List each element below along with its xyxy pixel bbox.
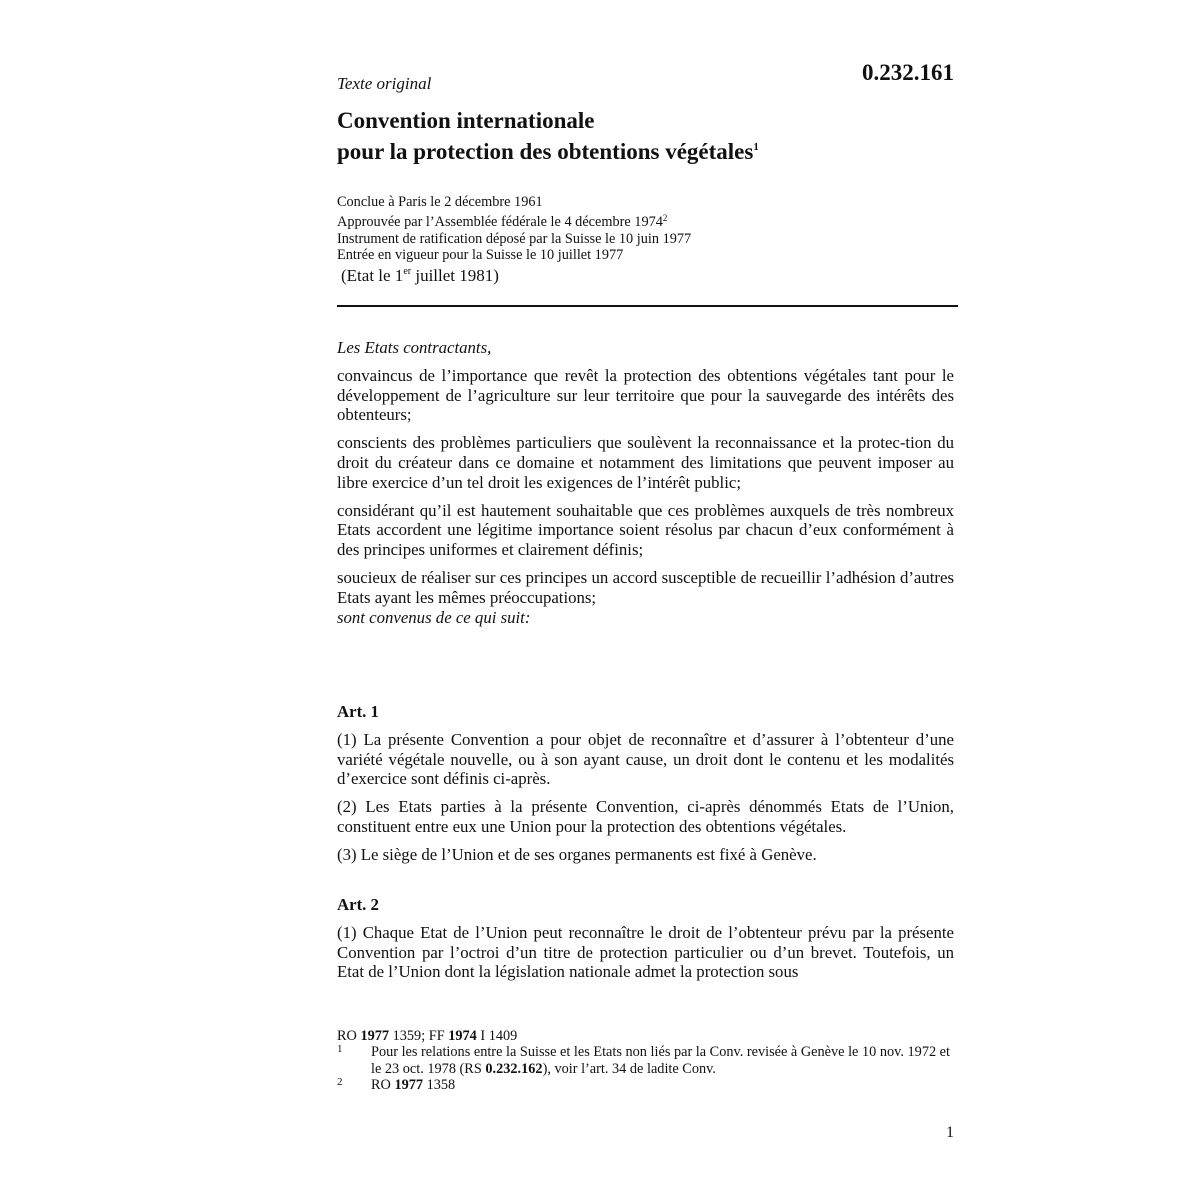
status-date-after: juillet 1981)	[411, 266, 499, 285]
footnote-2	[337, 1077, 958, 1093]
article-1-paragraph-2: (2) Les Etats parties à la présente Convention, ci-après dénommés Etats de l’Union, constituent entre eux une Union pour la protection des obtentions végétales.	[337, 797, 954, 836]
ff-year: 1974	[448, 1028, 477, 1044]
ff-rest: I 1409	[476, 1028, 518, 1044]
document-page	[337, 0, 958, 1200]
sr-number: 0.232.161	[862, 60, 954, 85]
footnote-2-text-after: 1358	[423, 1076, 456, 1093]
original-text-label: Texte original	[337, 74, 432, 93]
footnote-2-number: 2	[337, 1075, 343, 1088]
footnotes	[337, 1028, 958, 1093]
article-2-paragraph-1: (1) Chaque Etat de l’Union peut reconnaître le droit de l’obtenteur prévu par la présente Convention par l’octroi d’un titre de protection particulier ou d’un brevet. Toutefois, un Etat de l’Union dont la législation nationale admet la protection sous	[337, 923, 954, 982]
meta-concluded: Conclue à Paris le 2 décembre 1961	[337, 194, 543, 210]
meta-ratification: Instrument de ratification déposé par la Suisse le 10 juin 1977	[337, 230, 692, 247]
publication-reference	[337, 1028, 958, 1044]
footnote-1-text-after: ), voir l’art. 34 de ladite Conv.	[542, 1060, 716, 1077]
preamble-intro: Les Etats contractants,	[337, 338, 492, 357]
footnote-1	[337, 1044, 958, 1077]
footnote-2-text-before: RO	[371, 1076, 395, 1093]
footnote-1-rs-link[interactable]: 0.232.162	[485, 1060, 543, 1077]
meta-approved-footnote-ref[interactable]: 2	[662, 213, 668, 224]
footnote-1-text-before: Pour les relations entre la Suisse et les Etats non liés par la Conv. revisée à Genève le 10 nov. 1972 et le 23 oct. 1978 (RS	[371, 1044, 951, 1077]
article-2-heading: Art. 2	[337, 895, 379, 914]
ro-prefix: RO	[337, 1028, 361, 1044]
preamble-paragraph: conscients des problèmes particuliers que soulèvent la reconnaissance et la protec-tion du droit du créateur dans ce domaine et notamment des limitations que peuvent imposer au libre exercice d’un tel droit les exigences de l’intérêt public;	[337, 433, 954, 492]
meta-approved	[337, 210, 691, 230]
article-1-heading: Art. 1	[337, 702, 379, 721]
title-footnote-ref[interactable]: 1	[753, 141, 759, 153]
title-line-1: Convention internationale	[337, 108, 595, 133]
meta-entry: Entrée en vigueur pour la Suisse le 10 juillet 1977	[337, 246, 624, 263]
title-line-2-text: pour la protection des obtentions végétales	[337, 139, 754, 164]
status-date-before: (Etat le 1	[341, 266, 404, 285]
article-1-body	[337, 730, 954, 873]
title-line-2	[337, 134, 759, 165]
preamble-closing: sont convenus de ce qui suit:	[337, 608, 531, 628]
ro-year: 1977	[360, 1028, 390, 1044]
preamble	[337, 338, 954, 636]
header-divider	[337, 305, 958, 307]
preamble-paragraph: considérant qu’il est hautement souhaitable que ces problèmes auxquels de très nombreux Etats accordent une légitime importance soient résolus par chacun d’eux conformément à des principes uniformes et clairement définis;	[337, 500, 954, 559]
ro-page: 1359; FF	[389, 1028, 449, 1044]
article-2-body	[337, 923, 954, 990]
article-1-paragraph-3: (3) Le siège de l’Union et de ses organes permanents est fixé à Genève.	[337, 844, 817, 864]
page-number: 1	[946, 1124, 954, 1141]
footnote-1-number: 1	[337, 1043, 343, 1056]
meta-approved-text: Approuvée par l’Assemblée fédérale le 4 décembre 1974	[337, 214, 663, 231]
preamble-paragraph: soucieux de réaliser sur ces principes un accord susceptible de recueillir l’adhésion d’autres Etats ayant les mêmes préoccupations;	[337, 567, 954, 607]
footnote-2-ro-year: 1977	[394, 1076, 424, 1093]
document-title	[337, 108, 759, 165]
preamble-paragraph: convaincus de l’importance que revêt la protection des obtentions végétales tant pour le développement de l’agriculture sur leur territoire que pour la sauvegarde des intérêts des obtenteurs;	[337, 366, 954, 425]
document-metadata	[337, 194, 691, 263]
status-date	[341, 266, 499, 286]
status-date-sup: er	[403, 266, 412, 277]
article-1-paragraph-1: (1) La présente Convention a pour objet de reconnaître et d’assurer à l’obtenteur d’une variété végétale nouvelle, ou à son ayant cause, un droit dont le contenu et les modalités d’exercice sont définis ci-après.	[337, 730, 954, 789]
